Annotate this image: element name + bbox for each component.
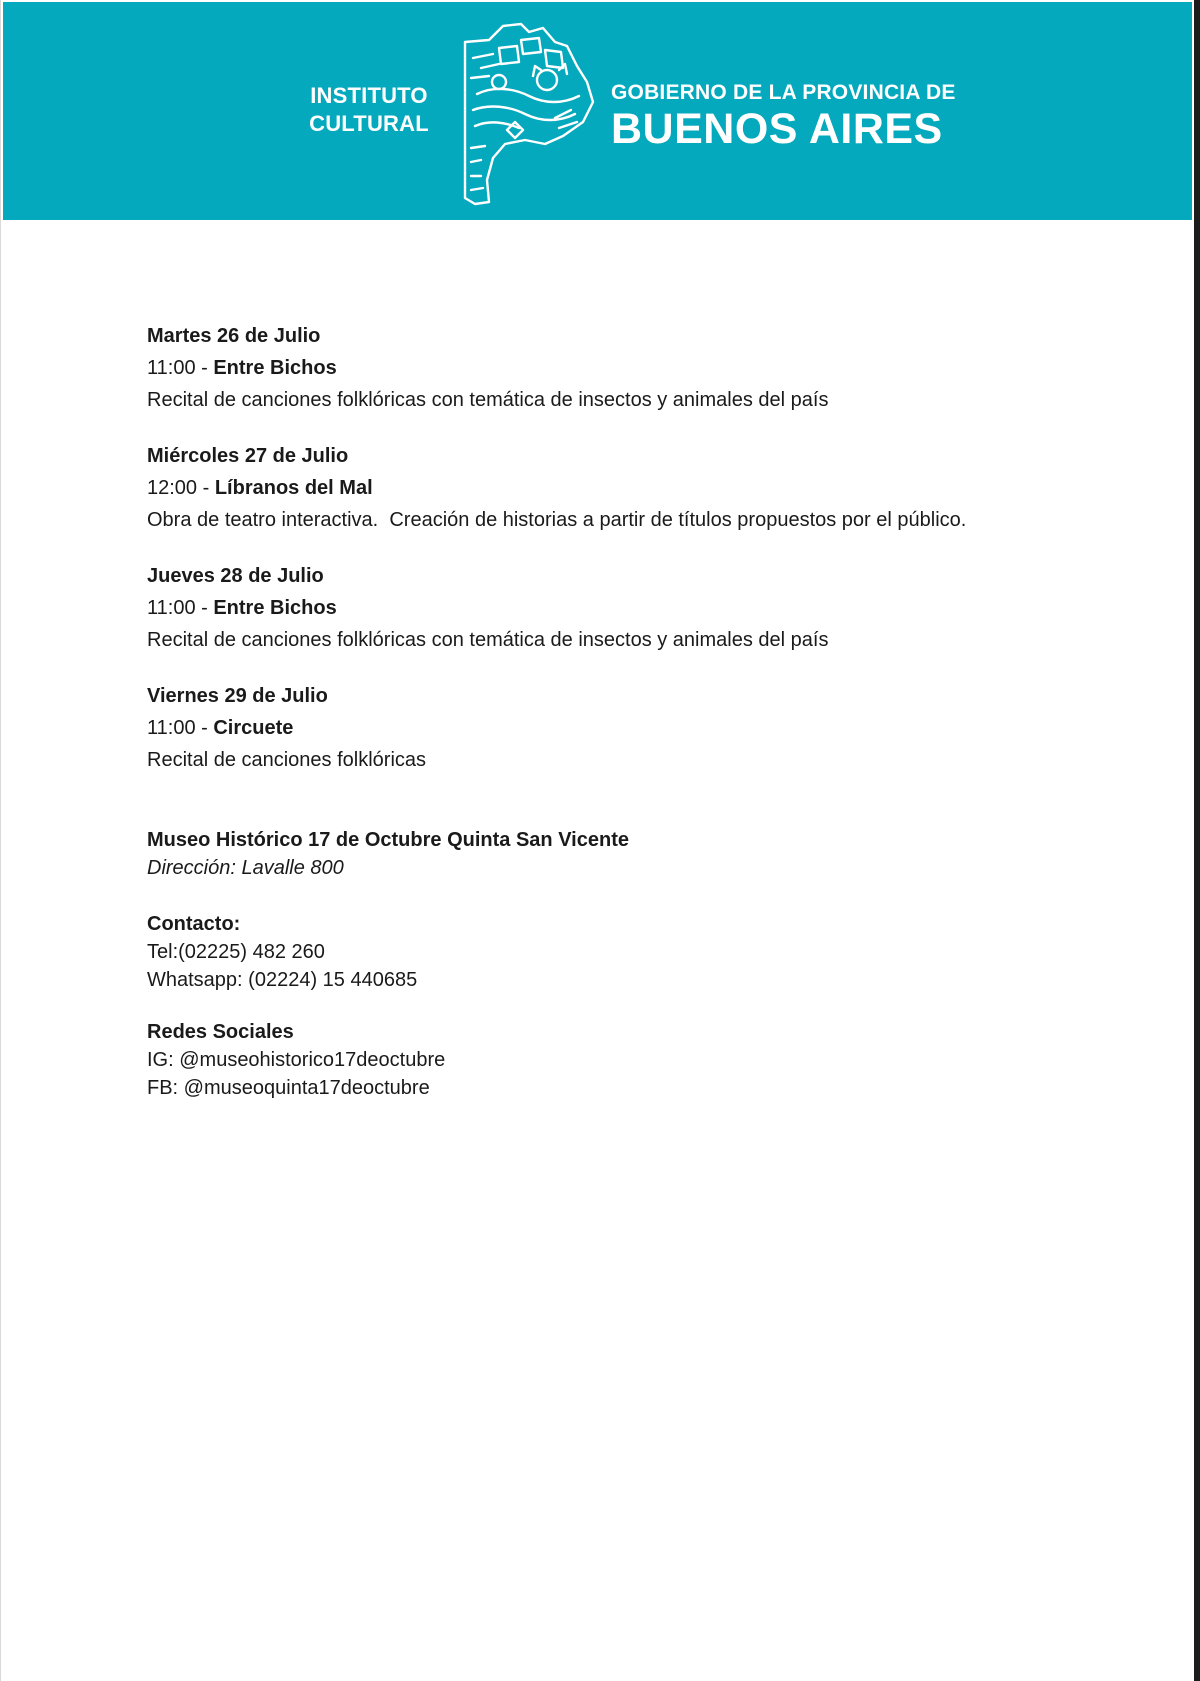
- event-date: Jueves 28 de Julio: [147, 565, 324, 587]
- contact-block: [147, 910, 1147, 994]
- brand-left-line-2: CULTURAL: [309, 111, 429, 136]
- contact-whatsapp: Whatsapp: (02224) 15 440685: [147, 969, 418, 991]
- event-date: Viernes 29 de Julio: [147, 685, 328, 707]
- social-facebook: FB: @museoquinta17deoctubre: [147, 1077, 430, 1099]
- event-description: Obra de teatro interactiva. Creación de historias a partir de títulos propuestos por el público.: [147, 509, 967, 531]
- event-description: Recital de canciones folklóricas: [147, 749, 427, 771]
- social-block: [147, 1018, 1147, 1102]
- event-time: 12:00 -: [147, 477, 215, 499]
- event-item: [147, 320, 1147, 416]
- schedule-content: [147, 320, 1147, 1102]
- event-item: [147, 680, 1147, 776]
- venue-block: [147, 826, 1147, 882]
- event-time-title: [147, 592, 1147, 624]
- event-time: 11:00 -: [147, 357, 214, 379]
- event-date: Martes 26 de Julio: [147, 325, 321, 347]
- brand-left-line-1: INSTITUTO: [310, 83, 428, 108]
- venue-address: Dirección: Lavalle 800: [147, 857, 344, 879]
- brand-right-top: GOBIERNO DE LA PROVINCIA DE: [611, 81, 956, 104]
- event-date: Miércoles 27 de Julio: [147, 445, 349, 467]
- brand-right-main: BUENOS AIRES: [611, 105, 943, 153]
- event-title: Entre Bichos: [213, 597, 337, 619]
- event-title: Entre Bichos: [213, 357, 337, 379]
- event-description: Recital de canciones folklóricas con temática de insectos y animales del país: [147, 389, 829, 411]
- event-time-title: [147, 472, 1147, 504]
- social-heading: Redes Sociales: [147, 1021, 294, 1043]
- province-map-icon: [459, 18, 599, 208]
- event-item: [147, 560, 1147, 656]
- contact-heading: Contacto:: [147, 913, 241, 935]
- gobierno-buenos-aires-logo: [611, 80, 956, 152]
- contact-phone: Tel:(02225) 482 260: [147, 941, 325, 963]
- event-time-title: [147, 712, 1147, 744]
- event-time: 11:00 -: [147, 597, 214, 619]
- header-banner: [3, 2, 1192, 220]
- event-item: [147, 440, 1147, 536]
- venue-name: Museo Histórico 17 de Octubre Quinta San Vicente: [147, 829, 629, 851]
- instituto-cultural-logo: [299, 82, 439, 138]
- event-title: Circuete: [213, 717, 294, 739]
- event-time: 11:00 -: [147, 717, 214, 739]
- social-instagram: IG: @museohistorico17deoctubre: [147, 1049, 446, 1071]
- event-title: Líbranos del Mal: [214, 477, 373, 499]
- event-description: Recital de canciones folklóricas con temática de insectos y animales del país: [147, 629, 829, 651]
- event-time-title: [147, 352, 1147, 384]
